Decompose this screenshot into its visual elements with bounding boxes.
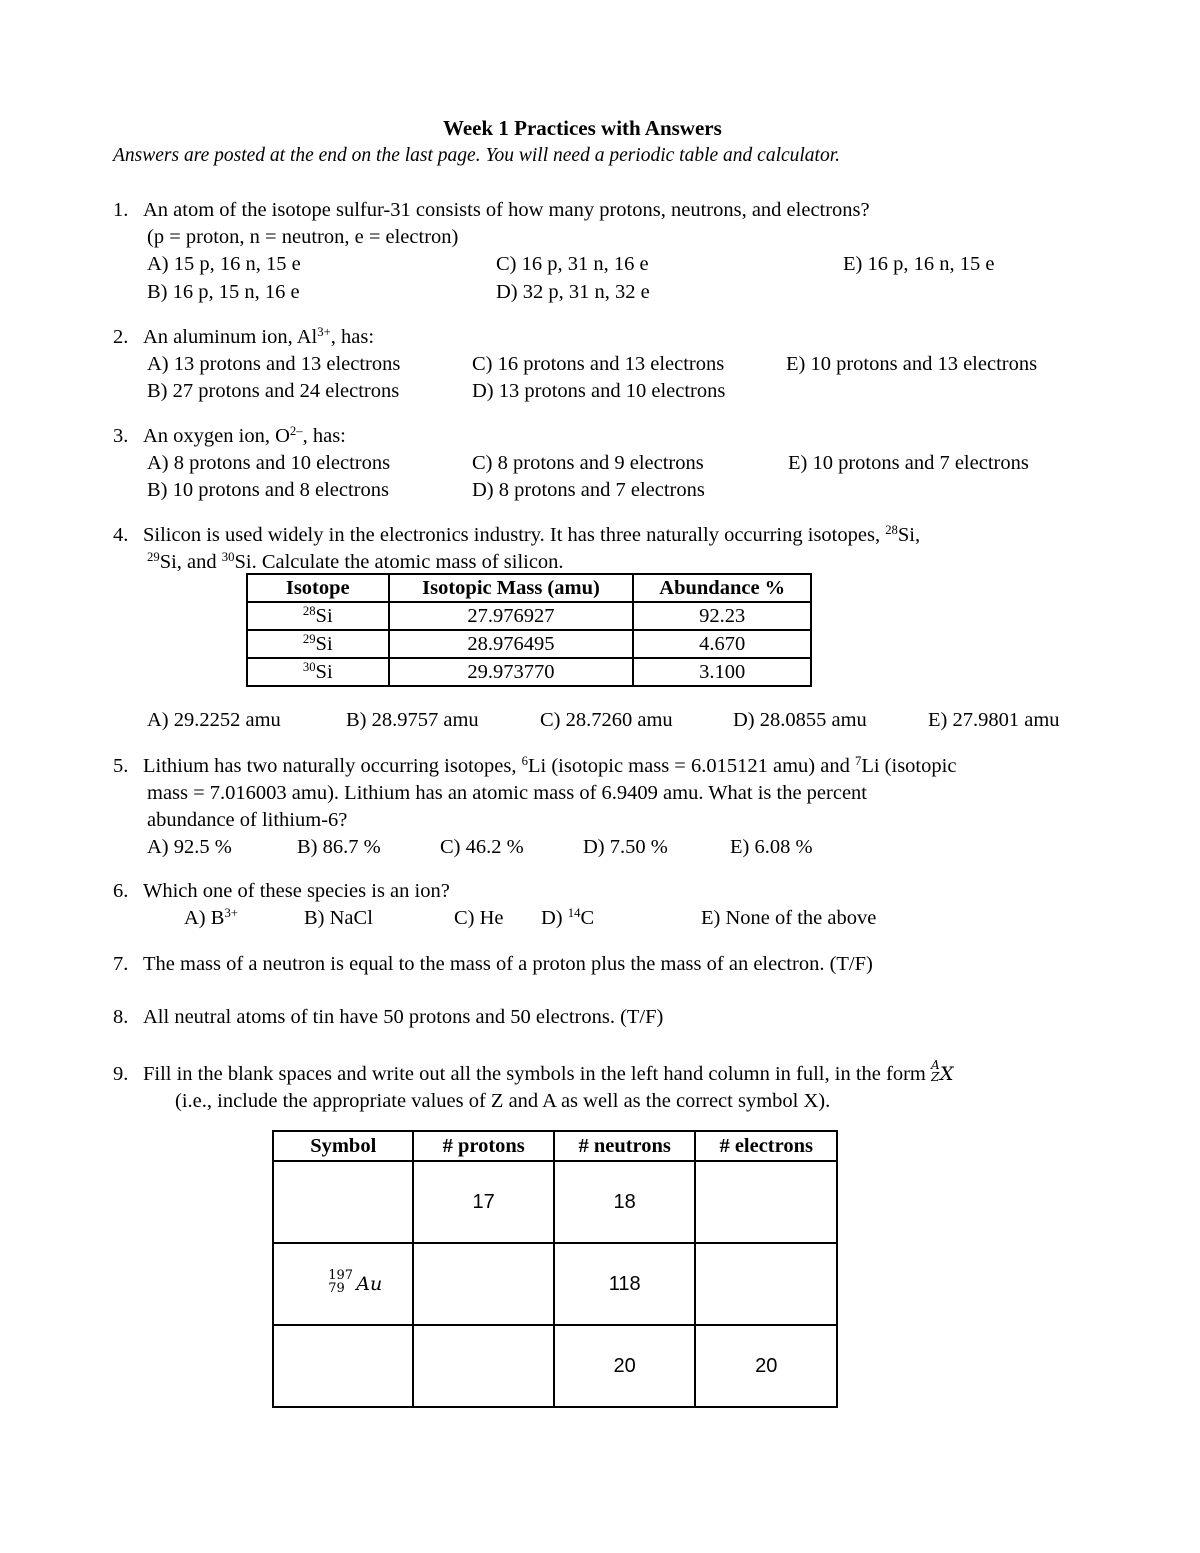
question-text-line-2: [147, 552, 564, 573]
mass-number: 7: [854, 754, 862, 769]
question-text: [143, 426, 346, 447]
question-number: 5.: [113, 755, 129, 777]
neutrons-cell: 20: [554, 1325, 696, 1407]
neutrons-cell: 118: [554, 1243, 696, 1325]
choice-c: C) 16 p, 31 n, 16 e: [496, 253, 649, 275]
question-text-post: , has:: [330, 326, 375, 348]
mass-number: 30: [221, 550, 235, 565]
symbol-cell: [273, 1325, 413, 1407]
question-text-post: , has:: [302, 425, 346, 447]
nuclide-notation: [930, 1058, 954, 1086]
nuclide-element: Au: [356, 1273, 383, 1295]
choice-a: A) 15 p, 16 n, 15 e: [147, 253, 301, 275]
mass-cell: 29.973770: [389, 658, 634, 686]
table-row: [247, 602, 811, 630]
question-number: 2.: [113, 326, 129, 348]
symbol-cell: [273, 1161, 413, 1243]
column-header: Isotope: [247, 574, 389, 602]
choice-e: E) None of the above: [701, 907, 877, 929]
column-header: # protons: [413, 1131, 553, 1161]
choice-a: [184, 908, 238, 929]
choice-c: C) 46.2 %: [440, 836, 524, 858]
abundance-cell: 92.23: [633, 602, 811, 630]
punctuation: ,: [915, 524, 921, 546]
mass-cell: 28.976495: [389, 630, 634, 658]
mass-number: 29: [147, 550, 160, 565]
element-symbol: C: [580, 907, 595, 929]
isotope-cell: [247, 630, 389, 658]
column-header: # electrons: [695, 1131, 837, 1161]
nuclide-symbol-label: X: [939, 1063, 954, 1086]
table-row: [273, 1243, 837, 1325]
choice-c: C) 8 protons and 9 electrons: [472, 452, 704, 474]
electrons-cell: 20: [695, 1325, 837, 1407]
element-symbol: Si: [315, 604, 333, 627]
question-text: [143, 327, 374, 348]
column-header: Abundance %: [633, 574, 811, 602]
mass-number: 28: [302, 603, 316, 618]
electrons-cell: [695, 1161, 837, 1243]
nuclide-symbol: [328, 1268, 383, 1296]
table-row: [273, 1161, 837, 1243]
choice-c: C) 28.7260 amu: [540, 709, 673, 731]
table-header-row: [273, 1131, 837, 1161]
choice-a-text: A) B: [184, 907, 225, 929]
element-symbol: Li: [527, 755, 547, 777]
symbol-cell: [273, 1243, 413, 1325]
question-text-line-3: abundance of lithium-6?: [147, 809, 348, 831]
protons-cell: [413, 1325, 553, 1407]
question-text-line-1: [143, 1058, 954, 1086]
electrons-cell: [695, 1243, 837, 1325]
nuclide-atomic-number: 79: [328, 1281, 345, 1296]
choice-c: C) 16 protons and 13 electrons: [472, 353, 725, 375]
isotope-cell: [247, 658, 389, 686]
question-number: 4.: [113, 524, 129, 546]
mass-number: 14: [567, 906, 581, 921]
question-text: All neutral atoms of tin have 50 protons and 50 electrons. (T/F): [143, 1006, 664, 1028]
question-text-and: Si, and: [159, 551, 222, 573]
element-symbol: Si: [315, 632, 333, 655]
table-row: [247, 630, 811, 658]
table-row: [247, 658, 811, 686]
choice-b: B) 16 p, 15 n, 16 e: [147, 281, 300, 303]
choice-c: C) He: [454, 907, 504, 929]
choice-d: D) 8 protons and 7 electrons: [472, 479, 705, 501]
question-number: 1.: [113, 199, 129, 221]
question-text: The mass of a neutron is equal to the mass of a proton plus the mass of an electron. (T/F): [143, 953, 873, 975]
page-subtitle: Answers are posted at the end on the last page. You will need a periodic table and calculator.: [113, 145, 841, 166]
nuclide-atomic-label: Z: [930, 1070, 940, 1085]
column-header: Isotopic Mass (amu): [389, 574, 634, 602]
question-number: 9.: [113, 1063, 129, 1085]
question-text-pre: An aluminum ion, Al: [143, 326, 318, 348]
mass-number: 29: [302, 631, 316, 646]
question-text-post: Si. Calculate the atomic mass of silicon.: [234, 551, 564, 573]
element-symbol: Si: [897, 524, 916, 546]
isotope-table: [246, 573, 812, 687]
abundance-cell: 4.670: [633, 630, 811, 658]
choice-e: E) 6.08 %: [730, 836, 813, 858]
table-row: [273, 1325, 837, 1407]
choice-a: A) 29.2252 amu: [147, 709, 281, 731]
choice-b: B) NaCl: [304, 907, 373, 929]
mass-cell: 27.976927: [389, 602, 634, 630]
choice-b: B) 28.9757 amu: [346, 709, 479, 731]
mass-number: 6: [521, 754, 528, 769]
protons-cell: 17: [413, 1161, 553, 1243]
choice-d: D) 13 protons and 10 electrons: [472, 380, 726, 402]
mass-number: 28: [885, 523, 898, 538]
question-text-line-2: (i.e., include the appropriate values of Z and A as well as the correct symbol X).: [175, 1090, 831, 1112]
table-header-row: [247, 574, 811, 602]
question-text-mid: (isotopic mass = 6.015121 amu) and: [546, 755, 855, 777]
choice-e: E) 10 protons and 7 electrons: [788, 452, 1029, 474]
mass-number: 30: [302, 659, 316, 674]
choice-e: E) 27.9801 amu: [928, 709, 1060, 731]
question-number: 7.: [113, 953, 129, 975]
column-header: Symbol: [273, 1131, 413, 1161]
choice-d: D) 32 p, 31 n, 32 e: [496, 281, 650, 303]
choice-b: B) 10 protons and 8 electrons: [147, 479, 389, 501]
choice-d: [541, 908, 594, 929]
question-number: 6.: [113, 880, 129, 902]
ion-charge: 2–: [289, 424, 303, 439]
question-text-line-1: [143, 525, 920, 546]
abundance-cell: 3.100: [633, 658, 811, 686]
nuclide-mass-label: A: [930, 1058, 940, 1073]
ion-charge: 3+: [224, 906, 238, 921]
nuclide-table: [272, 1130, 838, 1408]
question-text: Which one of these species is an ion?: [143, 880, 450, 902]
ion-charge: 3+: [317, 325, 331, 340]
neutrons-cell: 18: [554, 1161, 696, 1243]
element-symbol: Li: [861, 755, 880, 777]
question-text-pre: Lithium has two naturally occurring isotopes,: [143, 755, 522, 777]
column-header: # neutrons: [554, 1131, 696, 1161]
question-text-pre: An oxygen ion, O: [143, 425, 290, 447]
choice-b: B) 86.7 %: [297, 836, 381, 858]
question-text-post: (isotopic: [879, 755, 957, 777]
choice-e: E) 10 protons and 13 electrons: [786, 353, 1038, 375]
question-text-line-1: [143, 756, 956, 777]
isotope-cell: [247, 602, 389, 630]
protons-cell: [413, 1243, 553, 1325]
question-text-line-2: mass = 7.016003 amu). Lithium has an atomic mass of 6.9409 amu. What is the percent: [147, 782, 868, 804]
page-title: Week 1 Practices with Answers: [443, 116, 722, 140]
question-text-pre: Fill in the blank spaces and write out all the symbols in the left hand column in full, in the form: [143, 1063, 931, 1085]
choice-d-text: D): [541, 907, 568, 929]
choice-a: A) 92.5 %: [147, 836, 232, 858]
question-text: An atom of the isotope sulfur-31 consists of how many protons, neutrons, and electrons?: [143, 199, 870, 221]
question-note: (p = proton, n = neutron, e = electron): [147, 226, 459, 248]
element-symbol: Si: [315, 660, 333, 683]
choice-b: B) 27 protons and 24 electrons: [147, 380, 400, 402]
nuclide-mass-number: 197: [328, 1268, 354, 1283]
choice-e: E) 16 p, 16 n, 15 e: [843, 253, 995, 275]
choice-a: A) 8 protons and 10 electrons: [147, 452, 391, 474]
choice-a: A) 13 protons and 13 electrons: [147, 353, 401, 375]
question-number: 3.: [113, 425, 129, 447]
question-text-pre: Silicon is used widely in the electronics industry. It has three naturally occurring isotopes,: [143, 524, 886, 546]
question-number: 8.: [113, 1006, 129, 1028]
choice-d: D) 28.0855 amu: [733, 709, 867, 731]
choice-d: D) 7.50 %: [583, 836, 668, 858]
